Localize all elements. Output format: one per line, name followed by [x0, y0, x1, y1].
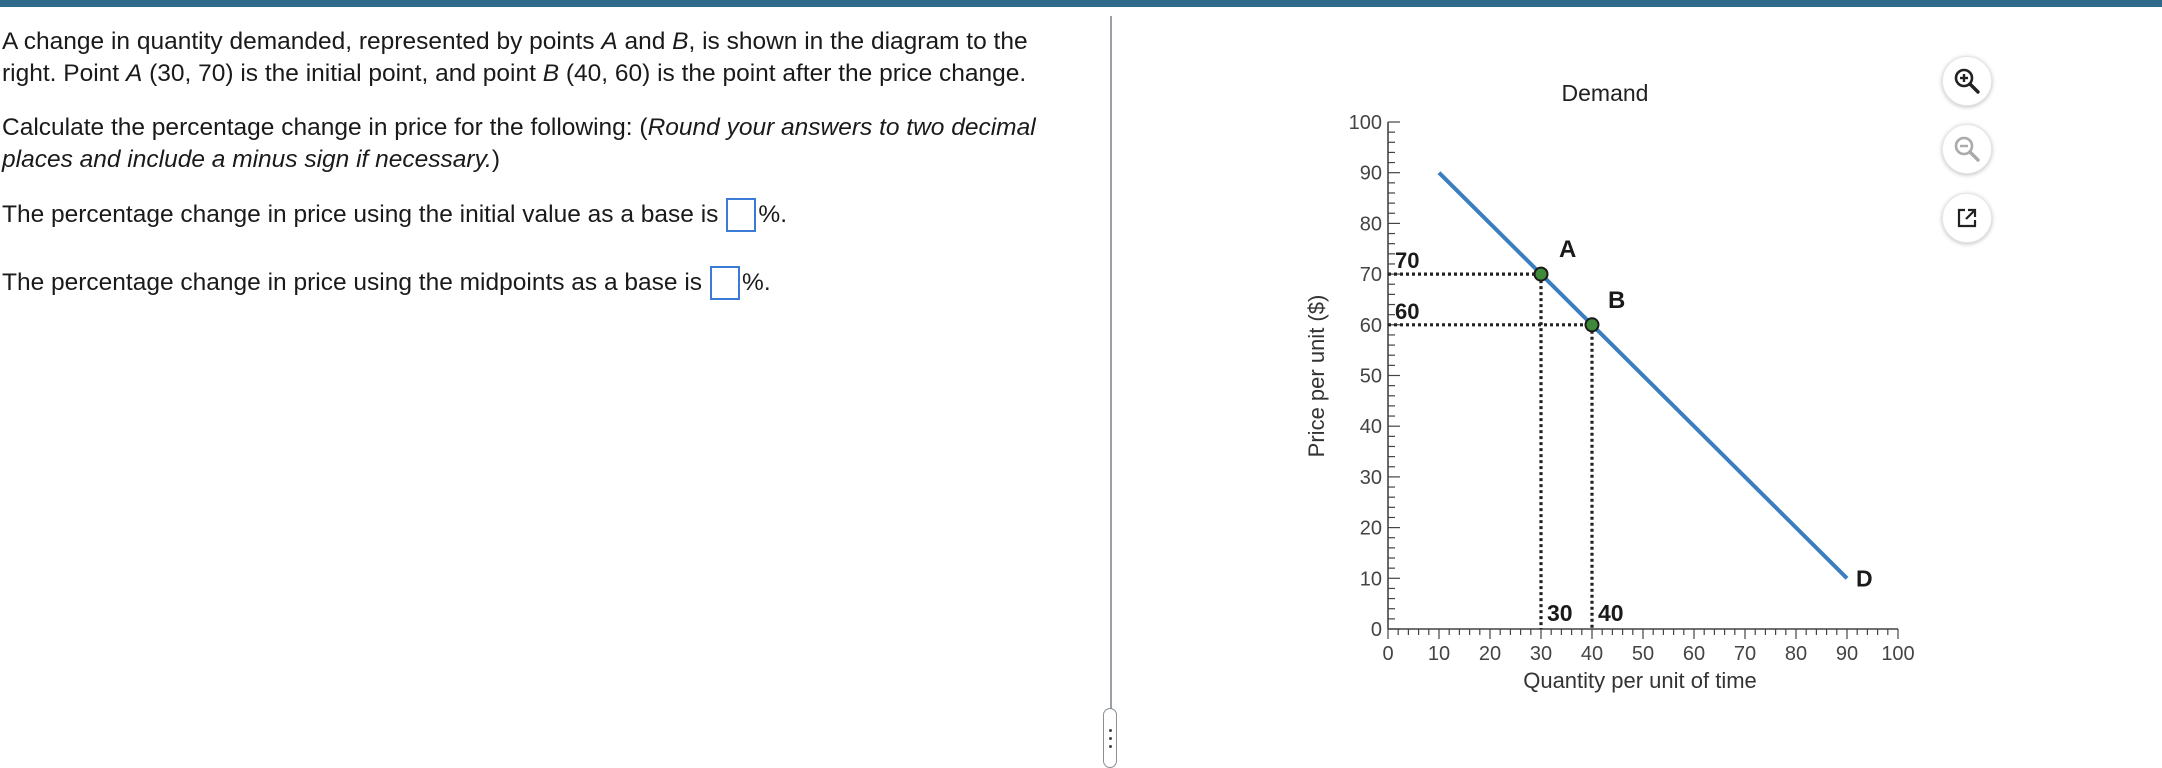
x-tick-label: 0 [1382, 643, 1394, 665]
guide-label-quantity-b: 40 [1598, 600, 1624, 626]
x-tick-label: 100 [1881, 643, 1915, 665]
external-link-icon [1954, 205, 1980, 231]
chart-title: Demand [1561, 80, 1649, 106]
question-initial-base-text: The percentage change in price using the initial value as a base is [2, 201, 719, 228]
question-midpoint-base-text: The percentage change in price using the midpoints as a base is [2, 269, 703, 296]
panel-divider[interactable] [1110, 16, 1112, 764]
percent-suffix: %. [742, 269, 771, 296]
y-tick-label: 60 [1359, 314, 1382, 337]
y-tick-label: 30 [1359, 466, 1382, 489]
zoom-out-icon [1952, 134, 1982, 164]
x-axis-label: Quantity per unit of time [1523, 668, 1757, 693]
y-axis-label: Price per unit ($) [1304, 294, 1329, 458]
point-label-b: B [1608, 286, 1626, 314]
demand-curve [1439, 173, 1847, 579]
x-tick-label: 40 [1580, 643, 1604, 665]
demand-chart [1290, 56, 1950, 706]
top-accent-bar [0, 0, 2162, 7]
point-a [1535, 268, 1548, 281]
guide-label-price-b: 60 [1395, 298, 1420, 324]
y-tick-label: 90 [1359, 162, 1382, 185]
x-tick-label: 70 [1733, 643, 1757, 665]
answer-input-midpoint-base[interactable] [710, 266, 740, 300]
chart-series [1439, 173, 1873, 592]
zoom-in-icon [1952, 66, 1982, 96]
point-label-a: A [1559, 236, 1577, 264]
x-tick-label: 10 [1427, 643, 1451, 665]
demand-curve-label: D [1856, 565, 1873, 592]
x-tick-label: 60 [1682, 643, 1706, 665]
y-tick-label: 40 [1359, 416, 1382, 439]
y-tick-label: 70 [1359, 264, 1382, 287]
guide-label-quantity-a: 30 [1547, 600, 1573, 626]
y-tick-label: 100 [1348, 112, 1382, 134]
divider-drag-handle[interactable] [1103, 708, 1117, 768]
answer-input-initial-base[interactable] [726, 198, 756, 232]
y-tick-label: 10 [1359, 568, 1382, 591]
y-tick-label: 20 [1359, 517, 1382, 540]
chart-axes [1349, 112, 1915, 665]
point-b [1586, 318, 1599, 331]
chart-guides [1388, 248, 1624, 629]
y-tick-label: 50 [1359, 365, 1382, 388]
x-tick-label: 20 [1478, 643, 1502, 665]
y-tick-label: 0 [1370, 619, 1382, 641]
x-tick-label: 50 [1631, 643, 1655, 665]
question-instruction: Calculate the percentage change in price for the following: (Round your answers to two decimal places and include a minus sign if necessary.) [2, 114, 1036, 173]
question-intro: A change in quantity demanded, represented by points A and B, is shown in the diagram to the right. Point A (30, 70) is the initial point, and point B (40, 60) is the point after the price change. [2, 28, 1028, 87]
x-tick-label: 30 [1529, 643, 1553, 665]
question-midpoint-base [2, 266, 1062, 300]
x-tick-label: 90 [1835, 643, 1859, 665]
x-tick-label: 80 [1784, 643, 1808, 665]
question-initial-base [2, 198, 1062, 232]
question-panel [2, 26, 1062, 334]
y-tick-label: 80 [1359, 213, 1382, 236]
guide-label-price-a: 70 [1395, 248, 1420, 274]
percent-suffix: %. [758, 201, 787, 228]
